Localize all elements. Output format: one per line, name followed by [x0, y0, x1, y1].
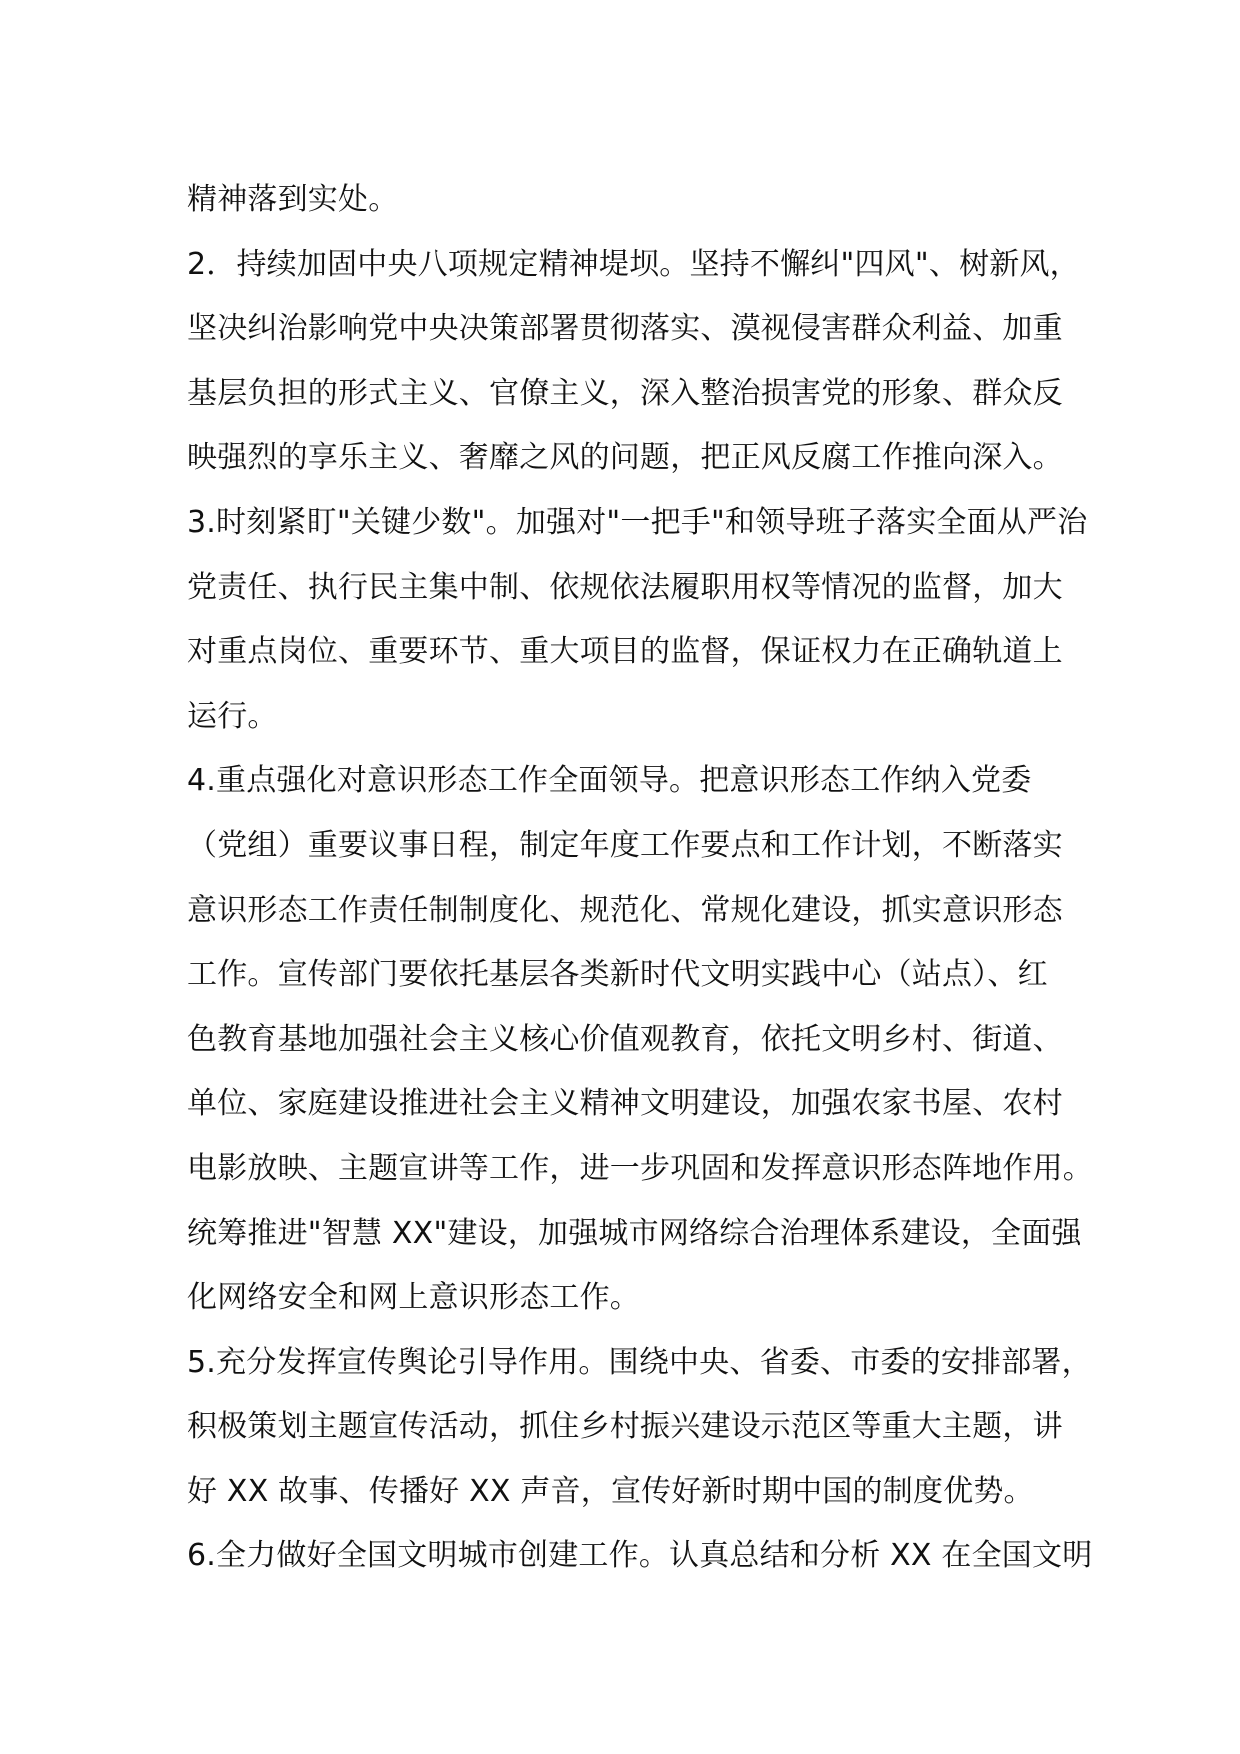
text-line: 精神落到实处。 [187, 182, 399, 217]
text-line: （党组）重要议事日程，制定年度工作要点和工作计划，不断落实 [187, 827, 1063, 863]
text-line: 化网络安全和网上意识形态工作。 [187, 1280, 640, 1316]
text-line: 工作。宣传部门要依托基层各类新时代文明实践中心（站点）、红 [187, 957, 1048, 993]
text-line: 统筹推进"智慧 XX"建设，加强城市网络综合治理体系建设，全面强 [187, 1215, 1082, 1251]
text-line: 2．持续加固中央八项规定精神堤坝。坚持不懈纠"四风"、树新风， [187, 246, 1080, 282]
text-line: 运行。 [187, 698, 278, 734]
text-line: 基层负担的形式主义、官僚主义，深入整治损害党的形象、群众反 [187, 375, 1063, 411]
body-text [187, 168, 1093, 1589]
text-line: 对重点岗位、重要环节、重大项目的监督，保证权力在正确轨道上 [187, 634, 1063, 670]
text-line: 映强烈的享乐主义、奢靡之风的问题，把正风反腐工作推向深入。 [187, 440, 1063, 476]
text-line: 色教育基地加强社会主义核心价值观教育，依托文明乡村、街道、 [187, 1021, 1063, 1057]
text-line: 意识形态工作责任制制度化、规范化、常规化建设，抓实意识形态 [187, 892, 1063, 928]
text-line: 好 XX 故事、传播好 XX 声音，宣传好新时期中国的制度优势。 [187, 1473, 1034, 1509]
text-line: 6.全力做好全国文明城市创建工作。认真总结和分析 XX 在全国文明 [187, 1538, 1093, 1574]
text-line: 3.时刻紧盯"关键少数"。加强对"一把手"和领导班子落实全面从严治 [187, 504, 1088, 540]
text-line: 4.重点强化对意识形态工作全面领导。把意识形态工作纳入党委 [187, 763, 1032, 799]
text-line: 坚决纠治影响党中央决策部署贯彻落实、漠视侵害群众利益、加重 [187, 311, 1063, 347]
text-line: 电影放映、主题宣讲等工作，进一步巩固和发挥意识形态阵地作用。 [187, 1150, 1093, 1186]
text-line: 党责任、执行民主集中制、依规依法履职用权等情况的监督，加大 [187, 569, 1063, 605]
text-line: 单位、家庭建设推进社会主义精神文明建设，加强农家书屋、农村 [187, 1086, 1063, 1122]
text-line: 积极策划主题宣传活动，抓住乡村振兴建设示范区等重大主题，讲 [187, 1409, 1063, 1445]
text-line: 5.充分发挥宣传舆论引导作用。围绕中央、省委、市委的安排部署， [187, 1344, 1092, 1380]
